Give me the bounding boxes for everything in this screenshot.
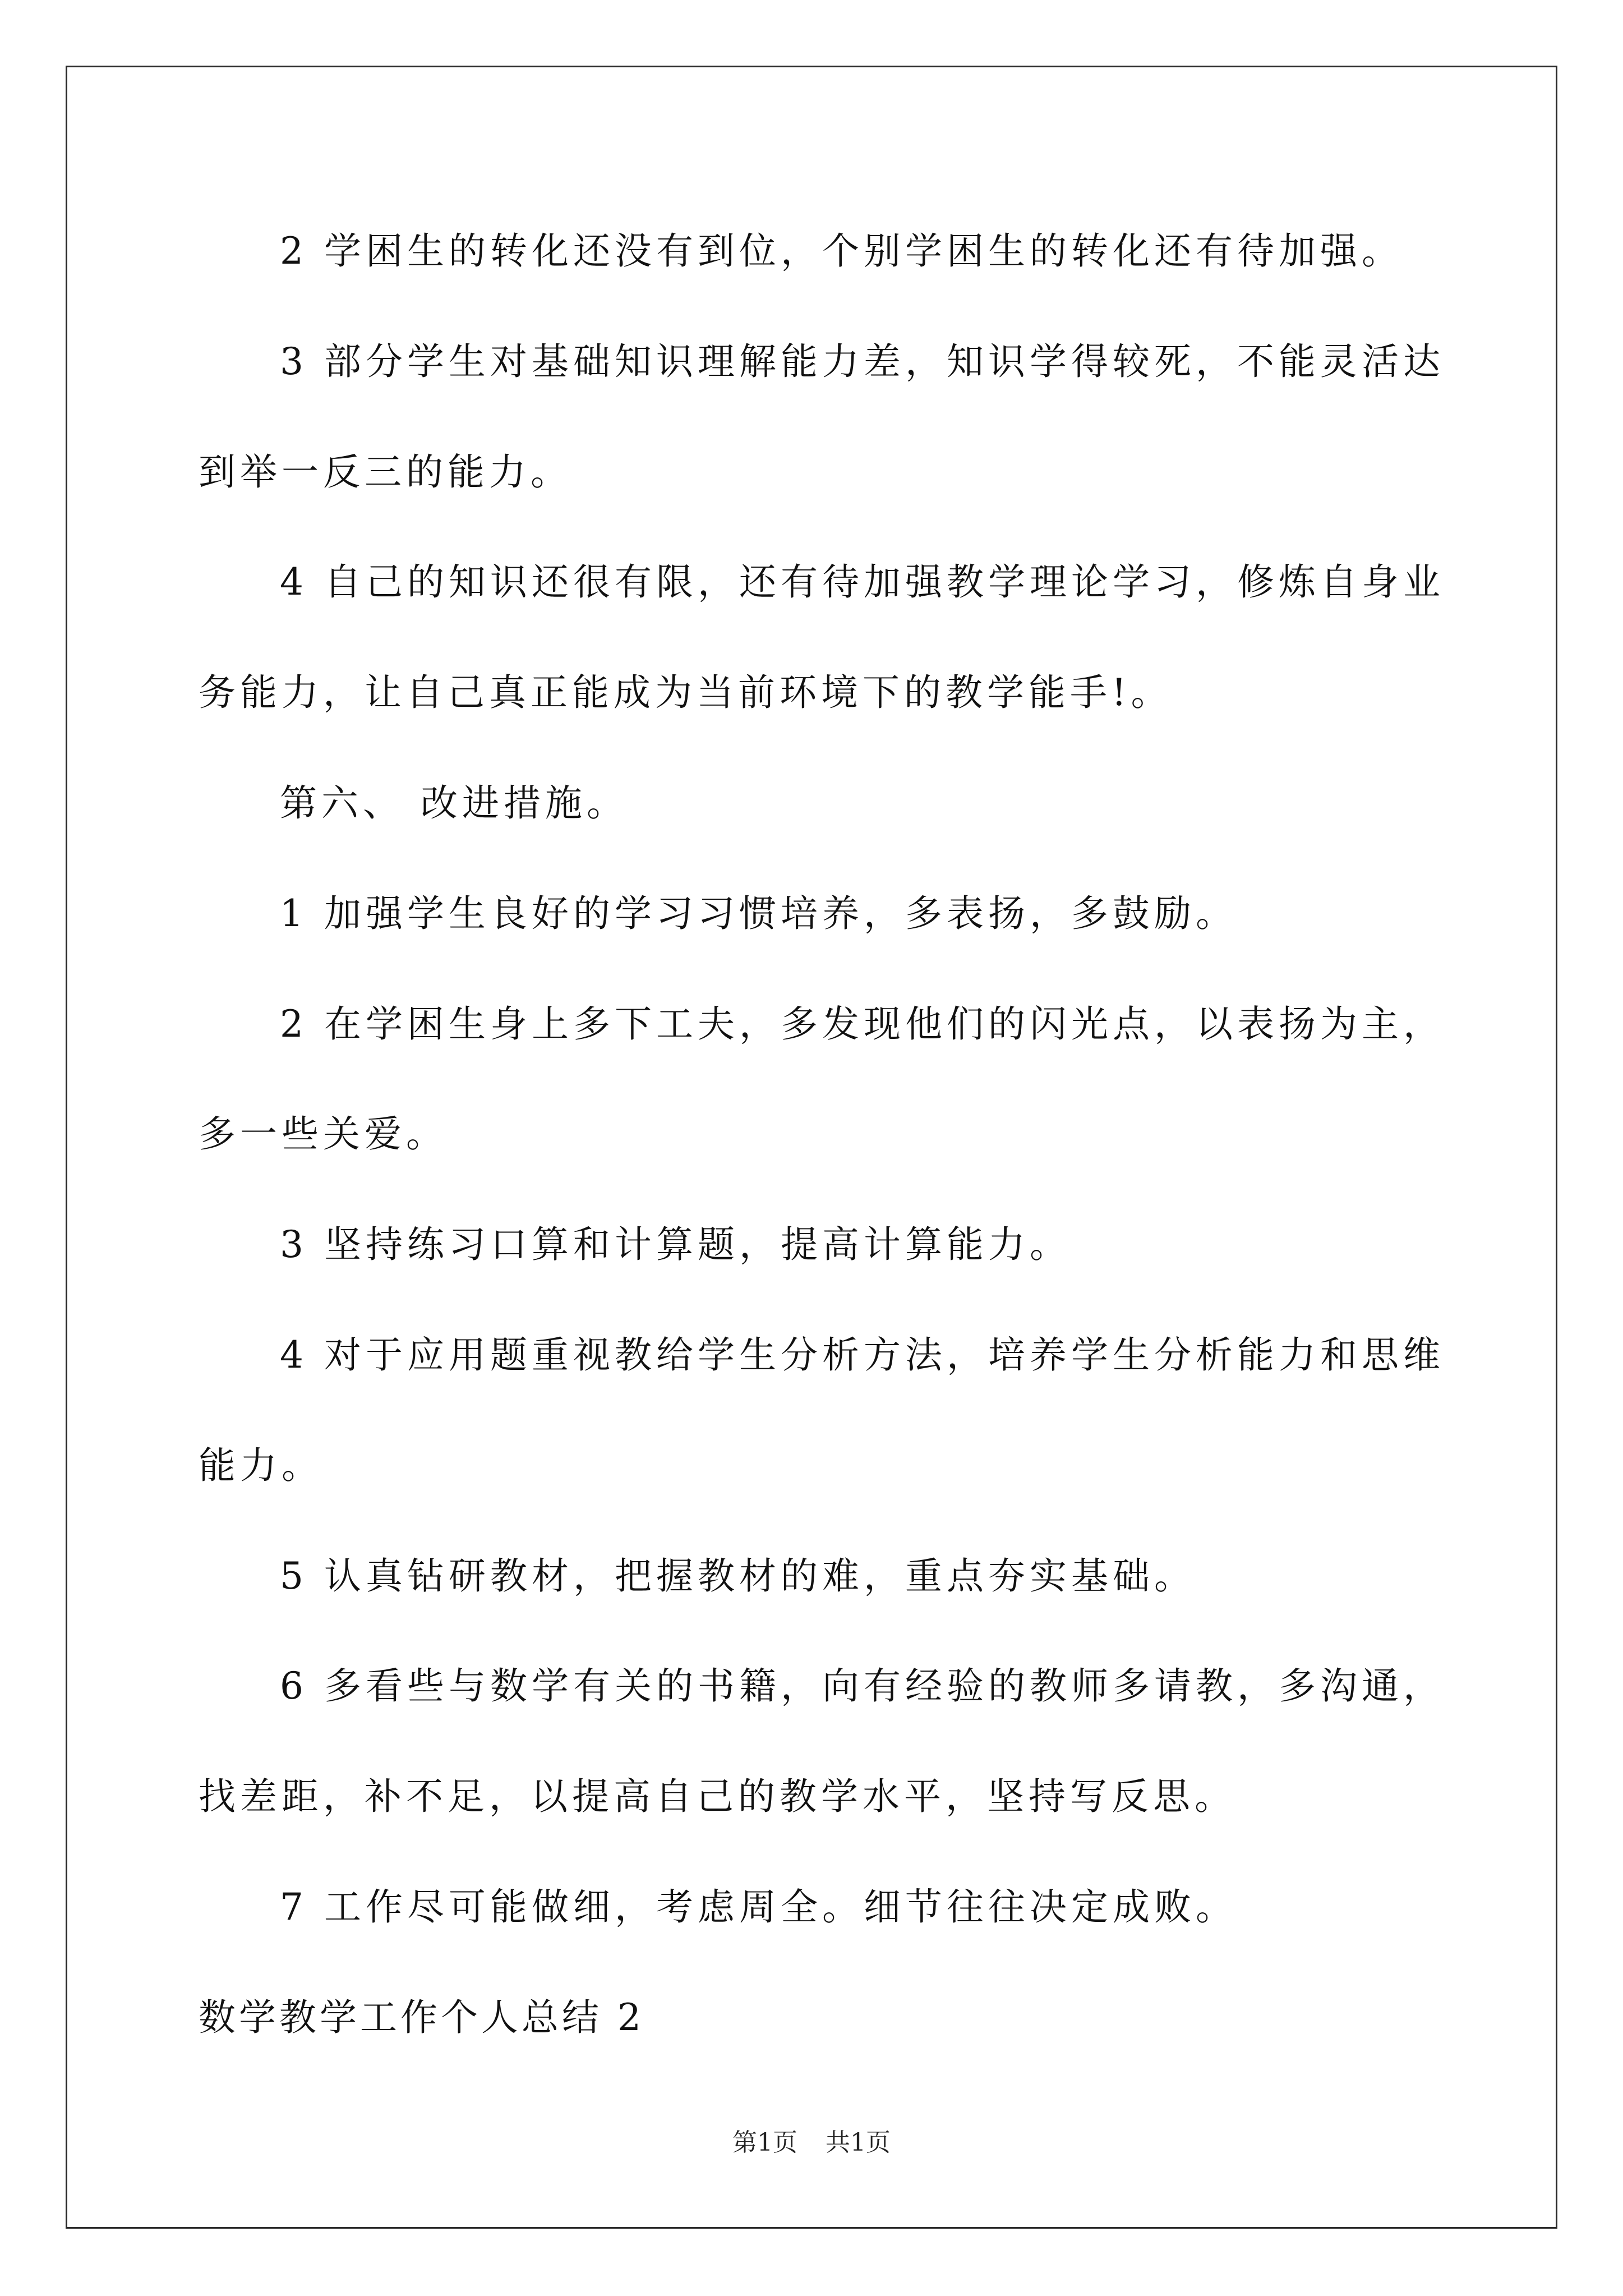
paragraph-line: 找差距，补不足，以提高自己的教学水平，坚持写反思。 [199, 1775, 1236, 1818]
document-title: 数学教学工作个人总结 2 [199, 1996, 644, 2039]
paragraph-line: 多一些关爱。 [199, 1112, 448, 1156]
paragraph-line: 2 学困生的转化还没有到位，个别学困生的转化还有待加强。 [280, 229, 1403, 273]
paragraph-line: 2 在学困生身上多下工夫，多发现他们的闪光点，以表扬为主， [280, 1002, 1445, 1046]
page-total: 共1页 [826, 2128, 891, 2157]
paragraph-line: 能力。 [199, 1444, 323, 1487]
paragraph-line: 3 部分学生对基础知识理解能力差，知识学得较死，不能灵活达 [280, 340, 1445, 383]
paragraph-line: 1 加强学生良好的学习习惯培养，多表扬，多鼓励。 [280, 892, 1237, 935]
paragraph-line: 到举一反三的能力。 [199, 450, 572, 494]
paragraph-line: 4 对于应用题重视教给学生分析方法，培养学生分析能力和思维 [280, 1333, 1445, 1377]
paragraph-line: 7 工作尽可能做细，考虑周全。细节往往决定成败。 [280, 1885, 1237, 1929]
paragraph-line: 5 认真钻研教材，把握教材的难，重点夯实基础。 [280, 1554, 1196, 1598]
page-number: 第1页 [732, 2128, 797, 2157]
paragraph-line: 3 坚持练习口算和计算题，提高计算能力。 [280, 1223, 1071, 1266]
section-heading: 第六、 改进措施。 [280, 781, 628, 825]
paragraph-line: 6 多看些与数学有关的书籍，向有经验的教师多请教，多沟通， [280, 1664, 1445, 1708]
paragraph-line: 4 自己的知识还很有限，还有待加强教学理论学习，修炼自身业 [280, 560, 1445, 604]
paragraph-line: 务能力，让自己真正能成为当前环境下的教学能手!。 [199, 671, 1173, 714]
page-footer [0, 2126, 1623, 2160]
